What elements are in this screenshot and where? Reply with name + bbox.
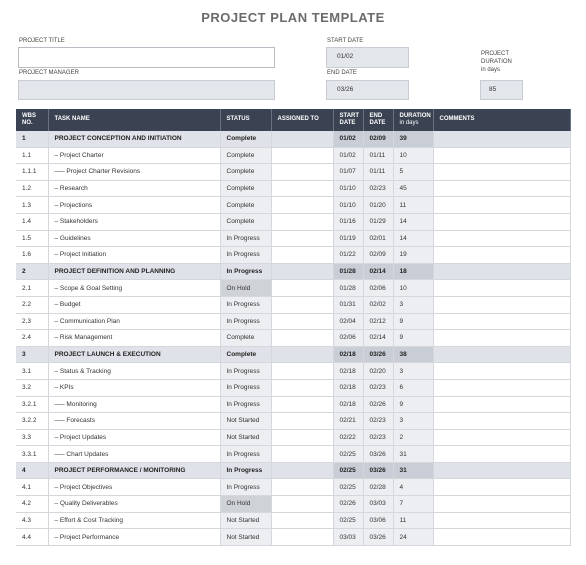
wbs-cell[interactable]: 4.3 xyxy=(16,512,48,529)
page-title: PROJECT PLAN TEMPLATE xyxy=(201,10,385,25)
task-row[interactable] xyxy=(16,147,570,164)
assigned-to-cell[interactable] xyxy=(271,180,333,197)
duration-label-line1: PROJECT xyxy=(481,51,510,57)
duration-cell[interactable]: 5 xyxy=(393,164,433,181)
start-date-label: START DATE xyxy=(327,38,364,44)
task-name-cell[interactable]: —– Forecasts xyxy=(48,413,220,430)
duration-cell[interactable]: 39 xyxy=(393,131,433,147)
task-row[interactable] xyxy=(16,363,570,380)
wbs-cell[interactable]: 3.2.1 xyxy=(16,396,48,413)
project-duration-label xyxy=(481,50,512,74)
project-manager-field[interactable] xyxy=(18,80,275,100)
phase-row[interactable] xyxy=(16,462,570,479)
end-date-cell[interactable]: 02/02 xyxy=(363,296,393,313)
start-date-value: 01/02 xyxy=(337,53,354,60)
wbs-cell[interactable]: 1.6 xyxy=(16,247,48,264)
status-cell[interactable]: In Progress xyxy=(220,379,271,396)
project-manager-label: PROJECT MANAGER xyxy=(19,70,79,76)
comments-cell[interactable] xyxy=(433,263,570,280)
assigned-to-cell[interactable] xyxy=(271,213,333,230)
assigned-to-cell[interactable] xyxy=(271,313,333,330)
end-date-cell[interactable]: 03/26 xyxy=(363,529,393,546)
end-date-field[interactable] xyxy=(326,80,409,100)
task-row[interactable] xyxy=(16,413,570,430)
comments-cell[interactable] xyxy=(433,164,570,181)
task-row[interactable] xyxy=(16,247,570,264)
task-row[interactable] xyxy=(16,429,570,446)
end-date-cell[interactable]: 01/29 xyxy=(363,213,393,230)
assigned-to-cell[interactable] xyxy=(271,280,333,297)
end-date-cell[interactable]: 02/26 xyxy=(363,396,393,413)
end-date-cell[interactable]: 02/09 xyxy=(363,131,393,147)
comments-cell[interactable] xyxy=(433,496,570,513)
wbs-cell[interactable]: 1.2 xyxy=(16,180,48,197)
end-date-cell[interactable]: 02/23 xyxy=(363,429,393,446)
task-row[interactable] xyxy=(16,446,570,463)
duration-cell[interactable]: 6 xyxy=(393,379,433,396)
task-name-cell[interactable]: – Project Updates xyxy=(48,429,220,446)
task-name-cell[interactable]: – Quality Deliverables xyxy=(48,496,220,513)
status-cell[interactable]: Complete xyxy=(220,330,271,347)
comments-cell[interactable] xyxy=(433,330,570,347)
assigned-to-cell[interactable] xyxy=(271,529,333,546)
end-date-cell[interactable]: 02/23 xyxy=(363,413,393,430)
duration-cell[interactable]: 10 xyxy=(393,280,433,297)
wbs-cell[interactable]: 1 xyxy=(16,131,48,147)
comments-cell[interactable] xyxy=(433,429,570,446)
end-date-cell[interactable]: 02/09 xyxy=(363,247,393,264)
comments-cell[interactable] xyxy=(433,197,570,214)
status-cell[interactable]: In Progress xyxy=(220,462,271,479)
status-cell[interactable]: Not Started xyxy=(220,529,271,546)
start-date-cell[interactable]: 01/19 xyxy=(333,230,363,247)
task-row[interactable] xyxy=(16,280,570,297)
start-date-cell[interactable]: 01/07 xyxy=(333,164,363,181)
col-header-duration: DURATION in days xyxy=(393,109,433,131)
project-duration-value: 85 xyxy=(489,86,497,93)
start-date-cell[interactable]: 02/25 xyxy=(333,479,363,496)
end-date-value: 03/26 xyxy=(337,86,354,93)
task-row[interactable] xyxy=(16,213,570,230)
status-cell[interactable]: Not Started xyxy=(220,512,271,529)
duration-cell[interactable]: 3 xyxy=(393,363,433,380)
status-cell[interactable]: In Progress xyxy=(220,396,271,413)
wbs-cell[interactable]: 3 xyxy=(16,346,48,363)
task-name-cell[interactable]: —– Chart Updates xyxy=(48,446,220,463)
assigned-to-cell[interactable] xyxy=(271,512,333,529)
wbs-cell[interactable]: 3.2 xyxy=(16,379,48,396)
task-row[interactable] xyxy=(16,512,570,529)
duration-cell[interactable]: 31 xyxy=(393,446,433,463)
duration-cell[interactable]: 9 xyxy=(393,313,433,330)
end-date-cell[interactable]: 01/11 xyxy=(363,164,393,181)
start-date-cell[interactable]: 02/18 xyxy=(333,363,363,380)
task-row[interactable] xyxy=(16,496,570,513)
comments-cell[interactable] xyxy=(433,413,570,430)
start-date-cell[interactable]: 02/18 xyxy=(333,379,363,396)
comments-cell[interactable] xyxy=(433,213,570,230)
assigned-to-cell[interactable] xyxy=(271,379,333,396)
task-name-cell[interactable]: – Guidelines xyxy=(48,230,220,247)
comments-cell[interactable] xyxy=(433,529,570,546)
comments-cell[interactable] xyxy=(433,346,570,363)
start-date-cell[interactable]: 02/22 xyxy=(333,429,363,446)
project-title-field[interactable] xyxy=(18,47,275,68)
col-header-end: END DATE xyxy=(363,109,393,131)
wbs-cell[interactable]: 4.1 xyxy=(16,479,48,496)
assigned-to-cell[interactable] xyxy=(271,396,333,413)
task-name-cell[interactable]: PROJECT CONCEPTION AND INITIATION xyxy=(48,131,220,147)
col-header-wbs: WBS NO. xyxy=(16,109,48,131)
task-name-cell[interactable]: —– Monitoring xyxy=(48,396,220,413)
task-name-cell[interactable]: – Communication Plan xyxy=(48,313,220,330)
project-title-label: PROJECT TITLE xyxy=(19,38,65,44)
end-date-cell[interactable]: 01/11 xyxy=(363,147,393,164)
duration-cell[interactable]: 45 xyxy=(393,180,433,197)
task-row[interactable] xyxy=(16,529,570,546)
end-date-cell[interactable]: 02/23 xyxy=(363,180,393,197)
start-date-cell[interactable]: 01/28 xyxy=(333,280,363,297)
end-date-cell[interactable]: 03/26 xyxy=(363,462,393,479)
col-header-assigned: ASSIGNED TO xyxy=(271,109,333,131)
start-date-cell[interactable]: 01/10 xyxy=(333,197,363,214)
task-name-cell[interactable]: – Status & Tracking xyxy=(48,363,220,380)
task-name-cell[interactable]: – Budget xyxy=(48,296,220,313)
status-cell[interactable]: Complete xyxy=(220,213,271,230)
duration-cell[interactable]: 18 xyxy=(393,263,433,280)
end-date-label: END DATE xyxy=(327,70,357,76)
comments-cell[interactable] xyxy=(433,280,570,297)
duration-cell[interactable]: 14 xyxy=(393,213,433,230)
duration-cell[interactable]: 3 xyxy=(393,296,433,313)
start-date-cell[interactable]: 02/18 xyxy=(333,346,363,363)
status-cell[interactable]: In Progress xyxy=(220,263,271,280)
start-date-cell[interactable]: 02/26 xyxy=(333,496,363,513)
comments-cell[interactable] xyxy=(433,479,570,496)
duration-cell[interactable]: 7 xyxy=(393,496,433,513)
comments-cell[interactable] xyxy=(433,180,570,197)
comments-cell[interactable] xyxy=(433,462,570,479)
end-date-cell[interactable]: 03/26 xyxy=(363,446,393,463)
start-date-cell[interactable]: 01/28 xyxy=(333,263,363,280)
status-cell[interactable]: In Progress xyxy=(220,247,271,264)
end-date-cell[interactable]: 03/26 xyxy=(363,346,393,363)
assigned-to-cell[interactable] xyxy=(271,131,333,147)
comments-cell[interactable] xyxy=(433,147,570,164)
duration-cell[interactable]: 38 xyxy=(393,346,433,363)
status-cell[interactable]: In Progress xyxy=(220,296,271,313)
status-cell[interactable]: In Progress xyxy=(220,313,271,330)
assigned-to-cell[interactable] xyxy=(271,496,333,513)
wbs-cell[interactable]: 2.3 xyxy=(16,313,48,330)
task-row[interactable] xyxy=(16,230,570,247)
task-row[interactable] xyxy=(16,330,570,347)
duration-cell[interactable]: 9 xyxy=(393,396,433,413)
duration-cell[interactable]: 3 xyxy=(393,413,433,430)
wbs-cell[interactable]: 2.1 xyxy=(16,280,48,297)
assigned-to-cell[interactable] xyxy=(271,197,333,214)
phase-row[interactable] xyxy=(16,131,570,147)
task-name-cell[interactable]: PROJECT DEFINITION AND PLANNING xyxy=(48,263,220,280)
task-name-cell[interactable]: PROJECT PERFORMANCE / MONITORING xyxy=(48,462,220,479)
phase-row[interactable] xyxy=(16,346,570,363)
col-header-comments: COMMENTS xyxy=(433,109,570,131)
start-date-cell[interactable]: 02/25 xyxy=(333,446,363,463)
status-cell[interactable]: Not Started xyxy=(220,413,271,430)
task-name-cell[interactable]: – Scope & Goal Setting xyxy=(48,280,220,297)
wbs-cell[interactable]: 1.1.1 xyxy=(16,164,48,181)
assigned-to-cell[interactable] xyxy=(271,263,333,280)
task-name-cell[interactable]: – Projections xyxy=(48,197,220,214)
start-date-cell[interactable]: 03/03 xyxy=(333,529,363,546)
wbs-cell[interactable]: 3.2.2 xyxy=(16,413,48,430)
task-name-cell[interactable]: —– Project Charter Revisions xyxy=(48,164,220,181)
start-date-cell[interactable]: 01/16 xyxy=(333,213,363,230)
duration-cell[interactable]: 11 xyxy=(393,197,433,214)
wbs-cell[interactable]: 4.4 xyxy=(16,529,48,546)
comments-cell[interactable] xyxy=(433,247,570,264)
wbs-cell[interactable]: 2 xyxy=(16,263,48,280)
assigned-to-cell[interactable] xyxy=(271,164,333,181)
duration-cell[interactable]: 19 xyxy=(393,247,433,264)
task-name-cell[interactable]: – Research xyxy=(48,180,220,197)
status-cell[interactable]: Complete xyxy=(220,147,271,164)
wbs-cell[interactable]: 4 xyxy=(16,462,48,479)
comments-cell[interactable] xyxy=(433,512,570,529)
end-date-cell[interactable]: 02/12 xyxy=(363,313,393,330)
comments-cell[interactable] xyxy=(433,379,570,396)
duration-cell[interactable]: 4 xyxy=(393,479,433,496)
status-cell[interactable]: Not Started xyxy=(220,429,271,446)
task-row[interactable] xyxy=(16,479,570,496)
assigned-to-cell[interactable] xyxy=(271,462,333,479)
status-cell[interactable]: On Hold xyxy=(220,496,271,513)
start-date-cell[interactable]: 02/25 xyxy=(333,462,363,479)
status-cell[interactable]: In Progress xyxy=(220,446,271,463)
wbs-cell[interactable]: 2.2 xyxy=(16,296,48,313)
comments-cell[interactable] xyxy=(433,296,570,313)
task-row[interactable] xyxy=(16,313,570,330)
comments-cell[interactable] xyxy=(433,313,570,330)
col-header-start: START DATE xyxy=(333,109,363,131)
task-row[interactable] xyxy=(16,379,570,396)
assigned-to-cell[interactable] xyxy=(271,296,333,313)
comments-cell[interactable] xyxy=(433,363,570,380)
task-row[interactable] xyxy=(16,180,570,197)
assigned-to-cell[interactable] xyxy=(271,230,333,247)
wbs-cell[interactable]: 1.5 xyxy=(16,230,48,247)
wbs-cell[interactable]: 1.3 xyxy=(16,197,48,214)
duration-cell[interactable]: 11 xyxy=(393,512,433,529)
phase-row[interactable] xyxy=(16,263,570,280)
start-date-cell[interactable]: 01/31 xyxy=(333,296,363,313)
start-date-cell[interactable]: 02/04 xyxy=(333,313,363,330)
comments-cell[interactable] xyxy=(433,230,570,247)
col-header-status: STATUS xyxy=(220,109,271,131)
assigned-to-cell[interactable] xyxy=(271,247,333,264)
task-name-cell[interactable]: – Risk Management xyxy=(48,330,220,347)
task-name-cell[interactable]: – Project Objectives xyxy=(48,479,220,496)
task-name-cell[interactable]: – Stakeholders xyxy=(48,213,220,230)
col-header-task: TASK NAME xyxy=(48,109,220,131)
assigned-to-cell[interactable] xyxy=(271,147,333,164)
assigned-to-cell[interactable] xyxy=(271,346,333,363)
start-date-cell[interactable]: 02/18 xyxy=(333,396,363,413)
comments-cell[interactable] xyxy=(433,446,570,463)
wbs-cell[interactable]: 3.3.1 xyxy=(16,446,48,463)
end-date-cell[interactable]: 01/20 xyxy=(363,197,393,214)
assigned-to-cell[interactable] xyxy=(271,413,333,430)
task-name-cell[interactable]: – Project Initiation xyxy=(48,247,220,264)
status-cell[interactable]: In Progress xyxy=(220,363,271,380)
start-date-cell[interactable]: 02/25 xyxy=(333,512,363,529)
assigned-to-cell[interactable] xyxy=(271,330,333,347)
duration-cell[interactable]: 31 xyxy=(393,462,433,479)
end-date-cell[interactable]: 02/14 xyxy=(363,263,393,280)
status-cell[interactable]: In Progress xyxy=(220,479,271,496)
duration-label-line3: in days xyxy=(481,67,501,73)
status-cell[interactable]: Complete xyxy=(220,180,271,197)
table-header-row xyxy=(16,109,570,131)
end-date-cell[interactable]: 02/23 xyxy=(363,379,393,396)
start-date-cell[interactable]: 02/21 xyxy=(333,413,363,430)
status-cell[interactable]: Complete xyxy=(220,131,271,147)
duration-label-line2: DURATION xyxy=(481,59,512,65)
end-date-cell[interactable]: 02/20 xyxy=(363,363,393,380)
duration-cell[interactable]: 2 xyxy=(393,429,433,446)
end-date-cell[interactable]: 02/28 xyxy=(363,479,393,496)
comments-cell[interactable] xyxy=(433,396,570,413)
status-cell[interactable]: On Hold xyxy=(220,280,271,297)
task-row[interactable] xyxy=(16,396,570,413)
end-date-cell[interactable]: 03/03 xyxy=(363,496,393,513)
assigned-to-cell[interactable] xyxy=(271,446,333,463)
start-date-cell[interactable]: 01/22 xyxy=(333,247,363,264)
duration-cell[interactable]: 14 xyxy=(393,230,433,247)
wbs-cell[interactable]: 1.4 xyxy=(16,213,48,230)
task-name-cell[interactable]: PROJECT LAUNCH & EXECUTION xyxy=(48,346,220,363)
task-name-cell[interactable]: – Effort & Cost Tracking xyxy=(48,512,220,529)
duration-cell[interactable]: 24 xyxy=(393,529,433,546)
project-plan-table xyxy=(16,109,571,546)
assigned-to-cell[interactable] xyxy=(271,363,333,380)
task-row[interactable] xyxy=(16,164,570,181)
task-row[interactable] xyxy=(16,296,570,313)
wbs-cell[interactable]: 3.1 xyxy=(16,363,48,380)
assigned-to-cell[interactable] xyxy=(271,429,333,446)
wbs-cell[interactable]: 4.2 xyxy=(16,496,48,513)
start-date-cell[interactable]: 01/02 xyxy=(333,147,363,164)
duration-cell[interactable]: 9 xyxy=(393,330,433,347)
task-name-cell[interactable]: – Project Performance xyxy=(48,529,220,546)
status-cell[interactable]: Complete xyxy=(220,197,271,214)
end-date-cell[interactable]: 03/06 xyxy=(363,512,393,529)
status-cell[interactable]: In Progress xyxy=(220,230,271,247)
end-date-cell[interactable]: 02/06 xyxy=(363,280,393,297)
task-name-cell[interactable]: – KPIs xyxy=(48,379,220,396)
project-duration-field[interactable] xyxy=(480,80,523,100)
end-date-cell[interactable]: 02/01 xyxy=(363,230,393,247)
end-date-cell[interactable]: 02/14 xyxy=(363,330,393,347)
assigned-to-cell[interactable] xyxy=(271,479,333,496)
start-date-cell[interactable]: 01/02 xyxy=(333,131,363,147)
wbs-cell[interactable]: 2.4 xyxy=(16,330,48,347)
status-cell[interactable]: Complete xyxy=(220,346,271,363)
comments-cell[interactable] xyxy=(433,131,570,147)
task-row[interactable] xyxy=(16,197,570,214)
start-date-field[interactable] xyxy=(326,47,409,68)
start-date-cell[interactable]: 02/06 xyxy=(333,330,363,347)
start-date-cell[interactable]: 01/10 xyxy=(333,180,363,197)
wbs-cell[interactable]: 3.3 xyxy=(16,429,48,446)
duration-cell[interactable]: 10 xyxy=(393,147,433,164)
wbs-cell[interactable]: 1.1 xyxy=(16,147,48,164)
task-name-cell[interactable]: – Project Charter xyxy=(48,147,220,164)
status-cell[interactable]: Complete xyxy=(220,164,271,181)
